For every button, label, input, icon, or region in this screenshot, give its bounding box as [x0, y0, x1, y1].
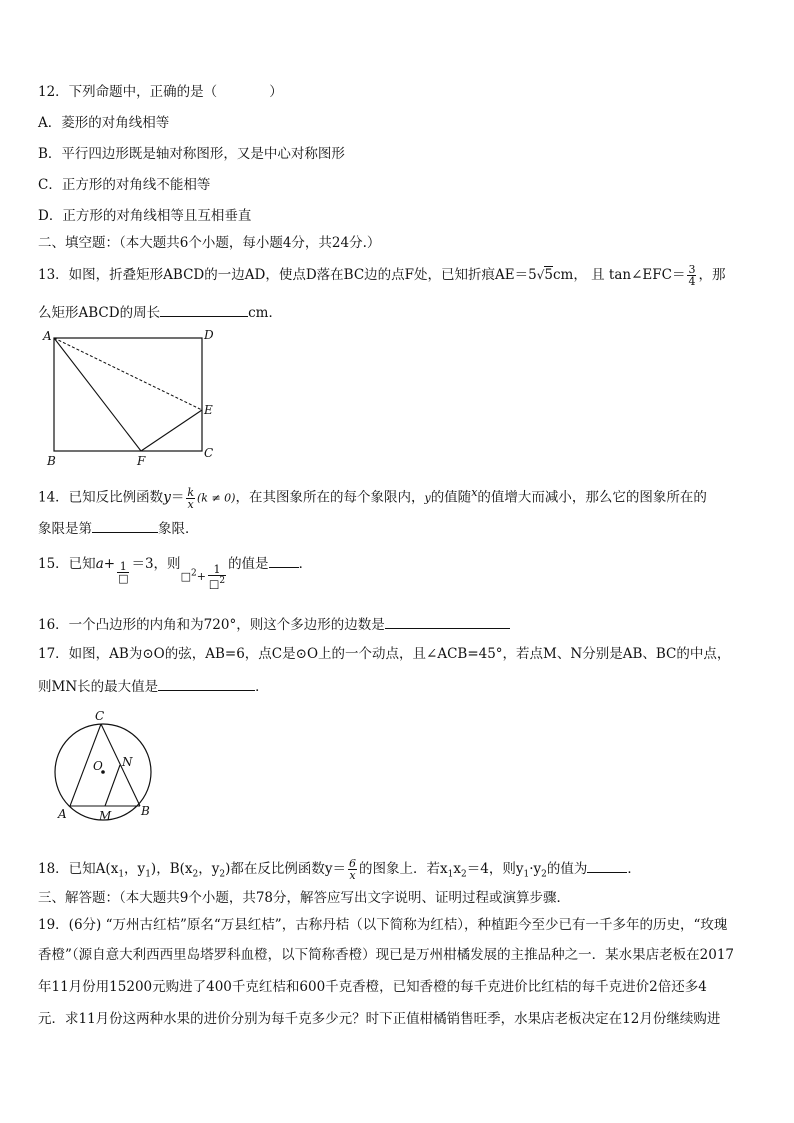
q15-a-plus: a+ [95, 556, 116, 572]
q12-stem [38, 83, 283, 101]
section-3-heading: 三、解答题：（本大题共9个小题，共78分，解答应写出文字说明、证明过程或演算步骤． [38, 890, 571, 906]
q15-text-end: ． [298, 556, 313, 572]
q17-line1: 17．如图，AB为⊙O的弦，AB=6，点C是⊙O上的一个动点，且∠ACB=45°，若点M、N分别是AB、BC的中点， [38, 646, 731, 662]
q18-sub-1a: 1 [118, 869, 125, 880]
q13-line1 [38, 264, 725, 287]
label-d: D [204, 328, 214, 342]
q14-var-y: y [424, 491, 431, 505]
q14-line1 [38, 484, 707, 510]
q14-frac-den: x [187, 497, 194, 511]
q18-sub-2d: 2 [541, 869, 547, 880]
q18-line [38, 858, 641, 884]
q14-text-e: 象限是第 [38, 521, 92, 537]
segment-cb [101, 724, 140, 806]
q14-condition: (k ≠ 0) [197, 491, 236, 505]
q15-f2-den-box: □ [208, 577, 220, 591]
q18-sub-2a: 2 [192, 869, 199, 880]
q13-text-a: 13．如图，折叠矩形ABCD的一边AD，使点D落在BC边的点F处，已知折痕AE＝5 [38, 267, 537, 283]
q18-sub-1d: 1 [523, 869, 530, 880]
label-n: N [122, 755, 133, 769]
q14-frac-num: k [187, 485, 194, 499]
q14-text-a: 14．已知反比例函数 [38, 489, 164, 506]
q12-paren: ） [269, 84, 283, 100]
q13-line2 [38, 302, 282, 322]
q13-frac-num: 3 [688, 263, 696, 276]
q17-text-b: ． [255, 679, 269, 695]
q18-sub-1c: 1 [447, 869, 454, 880]
label-m: M [99, 809, 112, 823]
sqrt-sign: √ [536, 268, 545, 282]
q18-a: 18．已知A(x [38, 861, 119, 877]
q15-text-post: 的值是 [228, 556, 269, 572]
q15-plus: + [196, 570, 206, 583]
q14-text-d: 的值增大而减小，那么它的图象所在的 [477, 489, 707, 506]
q18-d: ，y [198, 861, 220, 877]
q14-eq: ＝ [170, 489, 185, 506]
q14-var-x: x [471, 486, 478, 499]
q18-k: ． [627, 861, 641, 877]
q18-g: x [453, 861, 461, 877]
q19-line-4: 元．求11月份这两种水果的进价分别为每千克多少元？时下正值柑橘销售旺季，水果店老板决定在12月份继续购进 [38, 1011, 721, 1027]
q16-answer-blank[interactable] [385, 614, 510, 629]
q15-fraction-1 [117, 561, 129, 584]
label-c: C [95, 709, 105, 723]
q15-f2-den [208, 576, 226, 590]
q14-line2 [38, 518, 199, 538]
label-o: O [93, 759, 103, 773]
q14-text-f: 象限． [158, 521, 199, 537]
q18-answer-blank[interactable] [587, 858, 627, 873]
q16-text: 16．一个凸边形的内角和为720°，则这个多边形的边数是 [38, 617, 385, 633]
segment-fe [141, 410, 202, 451]
q15-expr [180, 563, 229, 591]
label-b: B [141, 804, 150, 818]
q19-line-3: 年11月份用15200元购进了400千克红桔和600千克香橙，已知香橙的每千克进价比红桔的每千克进价2倍还多4 [38, 979, 707, 995]
section-2-heading: 二、填空题：（本大题共6个小题，每小题4分，共24分.） [38, 235, 381, 251]
q14-answer-blank[interactable] [92, 518, 158, 533]
segment-mn [105, 765, 120, 806]
q15-fraction-2 [208, 564, 226, 590]
q13-text-d: 么矩形ABCD的周长 [38, 305, 161, 321]
q14-y: y [163, 489, 171, 506]
label-a: A [43, 329, 52, 343]
q16-line [38, 614, 510, 634]
q14-fraction [186, 487, 195, 510]
q13-figure-rectangle [40, 326, 230, 468]
label-e: E [204, 403, 213, 417]
q17-text-a: 则MN长的最大值是 [38, 679, 159, 695]
q14-text-b: ，在其图象所在的每个象限内， [235, 489, 425, 506]
q17-answer-blank[interactable] [158, 676, 255, 691]
q15-text-pre: 15．已知 [38, 556, 96, 572]
q12-option-a: A．菱形的对角线相等 [38, 115, 170, 131]
q18-frac-num: 6 [349, 857, 357, 870]
q13-frac-den: 4 [688, 275, 696, 288]
q13-text-e: cm． [248, 305, 282, 321]
q12-option-d: D．正方形的对角线相等且互相垂直 [38, 208, 252, 224]
q12-option-c: C．正方形的对角线不能相等 [38, 177, 211, 193]
fold-line-ae [54, 338, 202, 410]
q19-line-2: 香橙”（源自意大利西西里岛塔罗科血橙，以下简称香橙）现已是万州柑橘发展的主推品种之一．某水果店老板在2017 [38, 947, 735, 963]
q18-sub-2b: 2 [219, 869, 226, 880]
q18-fraction [348, 858, 357, 881]
q18-sub-1b: 1 [145, 869, 151, 880]
q15-line [38, 553, 312, 590]
q13-fraction [687, 264, 696, 287]
label-b: B [47, 454, 56, 468]
q15-f2-den-exp: 2 [219, 576, 226, 587]
q13-text-c: ，那 [698, 267, 726, 283]
q12-option-b: B．平行四边形既是轴对称图形，又是中心对称图形 [38, 146, 345, 162]
q15-f2-num: 1 [208, 564, 226, 576]
q18-e: )都在反比例函数y＝ [225, 861, 347, 877]
q15-f1-num: 1 [117, 561, 129, 573]
q19-line-1: 19．(6分) “万州古红桔”原名“万县红桔”，古称丹桔（以下简称为红桔），种植距今至少已有一千多年的历史，“玫瑰 [38, 917, 728, 933]
label-a: A [58, 807, 67, 821]
q18-b: ，y [124, 861, 146, 877]
q15-box: □ [180, 570, 191, 583]
q15-answer-blank[interactable] [269, 553, 299, 568]
q15-exp: 2 [190, 568, 197, 579]
q15-f1-den: □ [118, 572, 129, 585]
q18-i: ·y [529, 861, 542, 877]
q18-h: ＝4，则y [466, 861, 524, 877]
q18-frac-den: x [349, 869, 356, 882]
q15-text-mid: ＝3，则 [131, 556, 181, 572]
q18-sub-2c: 2 [461, 869, 467, 880]
q14-text-c: 的值随 [430, 489, 472, 506]
q17-line2 [38, 676, 269, 696]
segment-af [54, 338, 141, 451]
label-c: C [204, 446, 214, 460]
q13-answer-blank[interactable] [160, 302, 248, 317]
q13-sqrt-arg: 5 [544, 267, 553, 283]
q18-j: 的值为 [546, 861, 588, 877]
q17-figure-circle [48, 708, 160, 826]
q18-c: )，B(x [150, 861, 193, 877]
label-f: F [137, 454, 146, 468]
q13-text-b: cm， 且 tan∠EFC＝ [552, 267, 686, 283]
q18-f: 的图象上．若x [359, 861, 448, 877]
q12-stem-text: 12．下列命题中，正确的是（ [38, 84, 218, 100]
